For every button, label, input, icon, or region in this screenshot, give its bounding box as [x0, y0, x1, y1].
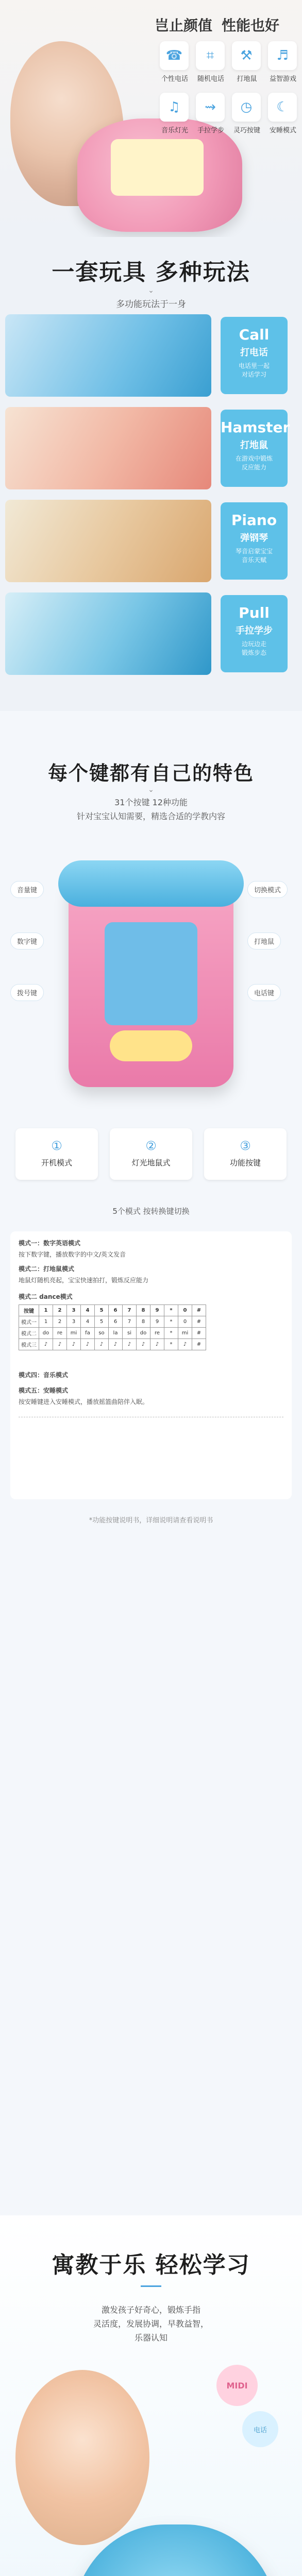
notes-panel — [10, 1231, 292, 1499]
feature-hammer-icon: ⚒ — [232, 41, 261, 70]
table-cell: mi — [67, 1328, 81, 1339]
table-cell: # — [192, 1339, 206, 1350]
key-label-dial: 拨号键 — [10, 984, 44, 1001]
feature-grid — [155, 36, 299, 160]
call-card-subtitle: 打电话 — [240, 347, 268, 358]
table-row — [19, 1339, 206, 1350]
modes-row — [15, 1128, 287, 1185]
piano-photo — [5, 500, 211, 582]
piano-card-subtitle: 弹钢琴 — [240, 533, 268, 544]
table-cell: 4 — [81, 1316, 95, 1328]
learn-line: 激发孩子好奇心，锻炼手指 — [101, 2305, 200, 2315]
hamster-photo — [5, 407, 211, 489]
tag-label: MIDI — [226, 2380, 248, 2391]
table-cell: si — [123, 1328, 137, 1339]
tag-bubble-midi — [216, 2365, 258, 2406]
key-label-volume: 音量键 — [10, 881, 44, 898]
call-card — [221, 317, 288, 394]
keys-title: 每个键都有自己的特色 — [47, 762, 254, 785]
learn-line: 乐器认知 — [134, 2333, 167, 2343]
table-title: 模式二 dance模式 — [19, 1293, 73, 1300]
pull-photo — [5, 592, 211, 675]
keys-footnote: *功能按键说明书，详细说明请查看说明书 — [89, 1517, 213, 1524]
table-cell: la — [109, 1328, 123, 1339]
feature-key-icon: ⌗ — [196, 41, 225, 70]
table-cell: * — [164, 1328, 178, 1339]
feature-piano-icon: ♬ — [268, 41, 297, 70]
play-header — [0, 237, 302, 310]
feature-label: 益智游戏 — [269, 75, 296, 83]
table-cell: ♪ — [123, 1339, 137, 1350]
pull-card-desc: 边玩边走 锻炼步态 — [241, 640, 266, 656]
learn-title: 寓教于乐 轻松学习 — [52, 2252, 250, 2278]
pull-card-subtitle: 手拉学步 — [236, 625, 273, 636]
table-cell: 7 — [123, 1316, 137, 1328]
table-cell: * — [164, 1316, 178, 1328]
feature-clock-icon: ◷ — [232, 93, 261, 122]
table-header: 9 — [150, 1305, 164, 1316]
table-cell: # — [192, 1328, 206, 1339]
table-cell: ♪ — [95, 1339, 109, 1350]
table-cell: 模式一 — [19, 1316, 39, 1328]
toy-face — [110, 1030, 192, 1061]
table-header: 8 — [137, 1305, 150, 1316]
hero-taglines — [0, 7, 302, 38]
learn-divider — [141, 2285, 161, 2287]
table-row — [19, 1316, 206, 1328]
play-card-pull — [5, 592, 297, 675]
table-cell: 5 — [95, 1316, 109, 1328]
mode-mark: ③ — [240, 1139, 251, 1153]
table-cell: 8 — [137, 1316, 150, 1328]
table-header: 0 — [178, 1305, 192, 1316]
hamster-card-subtitle: 打地鼠 — [240, 440, 268, 451]
table-cell: mi — [178, 1328, 192, 1339]
table-header: 3 — [67, 1305, 81, 1316]
table-cell: 模式三 — [19, 1339, 39, 1350]
table-cell: 1 — [39, 1316, 53, 1328]
note-line: 模式四：音乐模式 — [19, 1371, 69, 1379]
tag-bubble-phone — [242, 2411, 278, 2447]
note-line: 模式一：数字英语模式 — [19, 1240, 81, 1247]
table-header: * — [164, 1305, 178, 1316]
hamster-card — [221, 410, 288, 487]
play-section — [0, 237, 302, 711]
piano-card-desc: 琴音启蒙宝宝 音乐天赋 — [235, 548, 273, 564]
table-cell: # — [192, 1316, 206, 1328]
table-cell: so — [95, 1328, 109, 1339]
pull-card-title: Pull — [239, 604, 270, 621]
chevron-down-icon: ⌄ — [148, 786, 154, 794]
learn-line: 灵活度，发展协调，早教益智， — [93, 2319, 209, 2329]
table-cell: 9 — [150, 1316, 164, 1328]
table-header: # — [192, 1305, 206, 1316]
piano-card — [221, 502, 288, 580]
keys-desc-2: 针对宝宝认知需要，精选合适的学教内容 — [76, 811, 225, 821]
key-label-phone: 电话键 — [247, 984, 281, 1001]
feature-drag-icon: ⇝ — [196, 93, 225, 122]
table-cell: 模式二 — [19, 1328, 39, 1339]
tagline-left: 岂止颜值 — [155, 17, 213, 34]
keys-desc-1: 31个按键 12种功能 — [114, 798, 188, 807]
table-cell: fa — [81, 1328, 95, 1339]
mode-label: 开机模式 — [41, 1158, 72, 1167]
table-cell: re — [150, 1328, 164, 1339]
table-cell: 2 — [53, 1316, 67, 1328]
table-cell: ♪ — [109, 1339, 123, 1350]
play-card-call — [5, 314, 297, 397]
table-cell: ♪ — [137, 1339, 150, 1350]
feature-label: 个性电话 — [161, 75, 188, 83]
table-header: 4 — [81, 1305, 95, 1316]
mode-caption: 5个模式 按转换键切换 — [112, 1207, 190, 1216]
play-card-piano — [5, 500, 297, 582]
mode-table — [19, 1304, 206, 1350]
table-cell: ♪ — [150, 1339, 164, 1350]
table-cell: * — [164, 1339, 178, 1350]
tagline-right: 性能也好 — [222, 17, 280, 34]
play-card-hamster — [5, 407, 297, 489]
table-cell: ♪ — [39, 1339, 53, 1350]
key-label-mode: 切换模式 — [247, 881, 288, 898]
table-cell: ♪ — [53, 1339, 67, 1350]
toy-keypad-panel — [105, 922, 197, 1025]
tag-label: 电话 — [253, 2426, 267, 2434]
hamster-card-title: Hamster — [221, 419, 290, 436]
mode-card-3 — [204, 1128, 287, 1180]
table-cell: 6 — [109, 1316, 123, 1328]
learn-header — [0, 2215, 302, 2287]
hero-section — [0, 0, 302, 237]
chevron-down-icon: ⌄ — [148, 286, 154, 295]
note-line: 按下数字键，播放数字的中文/英文发音 — [19, 1251, 126, 1258]
mode-card-1 — [15, 1128, 98, 1180]
table-header: 2 — [53, 1305, 67, 1316]
call-photo — [5, 314, 211, 397]
key-label-number: 数字键 — [10, 933, 44, 950]
note-line: 地鼠灯随机亮起，宝宝快速拍打，锻炼反应能力 — [19, 1277, 149, 1284]
table-cell: ♪ — [178, 1339, 192, 1350]
note-line: 按安睡键进入安睡模式，播放摇篮曲陪伴入眠。 — [19, 1398, 149, 1405]
learn-section — [0, 2215, 302, 2576]
table-cell: ♪ — [67, 1339, 81, 1350]
table-cell: 0 — [178, 1316, 192, 1328]
feature-sleep-icon: ☾ — [268, 93, 297, 122]
table-cell: re — [53, 1328, 67, 1339]
keys-header — [0, 711, 302, 822]
table-cell: do — [137, 1328, 150, 1339]
table-cell: ♪ — [81, 1339, 95, 1350]
feature-label: 打地鼠 — [237, 75, 257, 83]
toy-handset — [58, 860, 244, 907]
table-cell: do — [39, 1328, 53, 1339]
table-header: 按键 — [19, 1305, 39, 1316]
call-card-desc: 电话里一起 对话学习 — [238, 362, 270, 378]
table-header: 6 — [109, 1305, 123, 1316]
mode-card-2 — [110, 1128, 192, 1180]
play-title: 一套玩具 多种玩法 — [52, 259, 250, 285]
feature-music-icon: ♫ — [160, 93, 189, 122]
piano-card-title: Piano — [231, 512, 277, 529]
feature-label: 灵巧按键 — [233, 127, 260, 134]
note-line: 模式五：安睡模式 — [19, 1387, 69, 1394]
mode-label: 灯光地鼠式 — [131, 1158, 171, 1167]
mode-mark: ① — [51, 1139, 62, 1153]
table-header: 7 — [123, 1305, 137, 1316]
pull-card — [221, 595, 288, 672]
feature-phone-icon: ☎ — [160, 41, 189, 70]
hamster-card-desc: 在游戏中锻炼 反应能力 — [235, 455, 273, 471]
mode-label: 功能按键 — [229, 1158, 261, 1167]
feature-label: 手拉学步 — [197, 127, 224, 134]
mode-mark: ② — [145, 1139, 157, 1153]
note-line: 模式二：打地鼠模式 — [19, 1265, 75, 1273]
learn-text — [0, 2303, 302, 2345]
table-header: 1 — [39, 1305, 53, 1316]
table-row — [19, 1328, 206, 1339]
play-subtitle: 多功能玩法于一身 — [116, 299, 186, 310]
feature-label: 音乐灯光 — [161, 127, 188, 134]
feature-label: 安睡模式 — [269, 127, 296, 134]
key-label-hamster: 打地鼠 — [247, 933, 281, 950]
learn-baby-photo — [15, 2370, 149, 2545]
feature-label: 随机电话 — [197, 75, 224, 83]
call-card-title: Call — [239, 326, 270, 343]
toy-diagram — [48, 860, 254, 1103]
keys-section — [0, 711, 302, 2215]
table-header-row — [19, 1305, 206, 1316]
table-header: 5 — [95, 1305, 109, 1316]
table-cell: 3 — [67, 1316, 81, 1328]
